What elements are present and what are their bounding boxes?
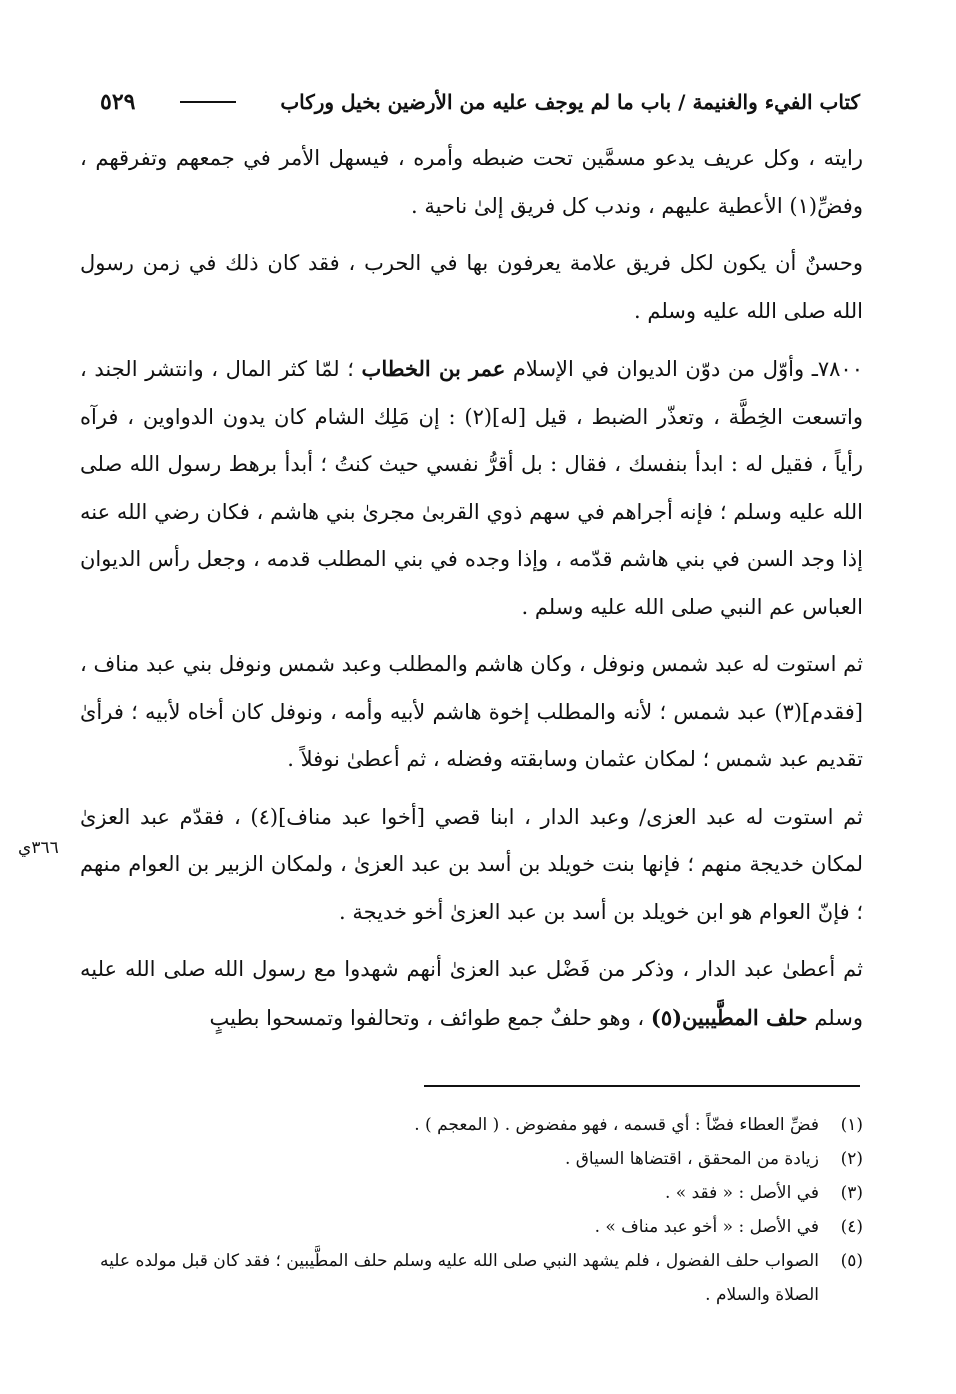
footnote-number: (٣): [840, 1183, 863, 1203]
paragraph-7800: [80, 345, 863, 631]
paragraph-lead: ثم أعطىٰ عبد الدار ، وذكر من فَضْل عبد العزىٰ أنهم شهدوا مع رسول الله صلى الله عليه وسلم: [80, 957, 863, 1030]
header-dash: [180, 101, 236, 103]
footnote-divider: [424, 1085, 860, 1087]
footnote: [80, 1108, 863, 1142]
margin-page-reference: ٣٦٦ي: [18, 838, 59, 858]
footnote-text: في الأصل : « أخو عبد مناف » .: [594, 1217, 819, 1237]
footnote-number: (٢): [840, 1149, 863, 1169]
bold-name: عمر بن الخطاب: [361, 356, 506, 381]
footnote: [80, 1210, 863, 1244]
page-number: ٥٢٩: [100, 89, 136, 115]
header-title: كتاب الفيء والغنيمة / باب ما لم يوجف عليه من الأرضين بخيل وركاب: [280, 90, 860, 114]
footnote-number: (٥): [840, 1251, 863, 1271]
footnotes: [80, 1108, 863, 1312]
paragraph-hilf: [80, 946, 863, 1042]
paragraph: وحسنٌ أن يكون لكل فريق علامة يعرفون بها في الحرب ، فقد كان ذلك في زمن رسول الله صلى الله عليه وسلم .: [80, 251, 863, 323]
footnote-text: زيادة من المحقق ، اقتضاها السياق .: [564, 1149, 819, 1169]
bold-term: حلف المطَّيبين(٥): [650, 1004, 808, 1030]
paragraph-lead: ٧٨٠٠ـ وأوّل من دوّن الديوان في الإسلام: [512, 357, 863, 381]
footnote: [80, 1142, 863, 1176]
paragraph-rest: ، وهو حلفٌ جمع طوائف ، وتحالفوا وتمسحوا بطيبٍ: [209, 1005, 645, 1030]
footnote-number: (٤): [840, 1217, 863, 1237]
footnote-text: في الأصل : « فقد » .: [664, 1183, 819, 1203]
paragraph: ثم استوت له عبد العزى/ وعبد الدار ، ابنا قصي [أخوا عبد مناف](٤) ، فقدّم عبد العزىٰ لمكان خديجة منهم ؛ فإنها بنت خويلد بن أسد بن عبد العزىٰ ، ولمكان الزبير بن العوام منهم ؛ فإنّ العوام هو ابن خويلد بن أسد بن عبد العزىٰ أخو خديجة .: [80, 804, 863, 924]
footnote: [80, 1176, 863, 1210]
footnote: [80, 1244, 863, 1312]
footnote-text: الصواب حلف الفضول ، فلم يشهد النبي صلى الله عليه وسلم حلف المطَّيبين ؛ فقد كان قبل مولده عليه الصلاة والسلام .: [100, 1251, 819, 1305]
footnote-text: فضِّ العطاء فضّاً : أي قسمه ، فهو مفضوض . ( المعجم ) .: [414, 1115, 819, 1135]
paragraph: رايته ، وكل عريف يدعو مسمَّين تحت ضبطه وأمره ، فيسهل الأمر في جمعهم وتفرقهم ، وفضِّ(١) الأعطية عليهم ، وندب كل فريق إلىٰ ناحية .: [80, 146, 863, 218]
paragraph-rest: ؛ لمّا كثر المال ، وانتشر الجند ، واتسعت الخِطَّة ، وتعذّر الضبط ، قيل [له](٢) : إن مَلِك الشام كان يدون الدواوين ، فرآه رأياً ، فقيل له : ابدأ بنفسك ، فقال : بل أقرُّ نفسي حيث كنتُ ؛ أبدأ برهط رسول الله صلى الله عليه وسلم ؛ فإنه أجراهم في سهم ذوي القربىٰ مجرىٰ بني هاشم ، فكان رضي الله عنه إذا وجد السن في بني هاشم قدّمه ، وإذا وجده في بني المطلب قدمه ، وجعل رأس الديوان العباس عم النبي صلى الله عليه وسلم .: [80, 357, 863, 619]
paragraph: ثم استوت له عبد شمس ونوفل ، وكان هاشم والمطلب وعبد شمس ونوفل بني عبد مناف ، [فقدم](٣) عبد شمس ؛ لأنه والمطلب إخوة هاشم لأبيه وأمه ، ونوفل كان أخاه لأبيه ؛ فرأىٰ تقديم عبد شمس ؛ لمكان عثمان وسابقته وفضله ، ثم أعطىٰ نوفلاً .: [80, 652, 863, 771]
running-header: [100, 82, 860, 122]
main-text: [80, 135, 863, 1052]
footnote-number: (١): [840, 1115, 863, 1135]
